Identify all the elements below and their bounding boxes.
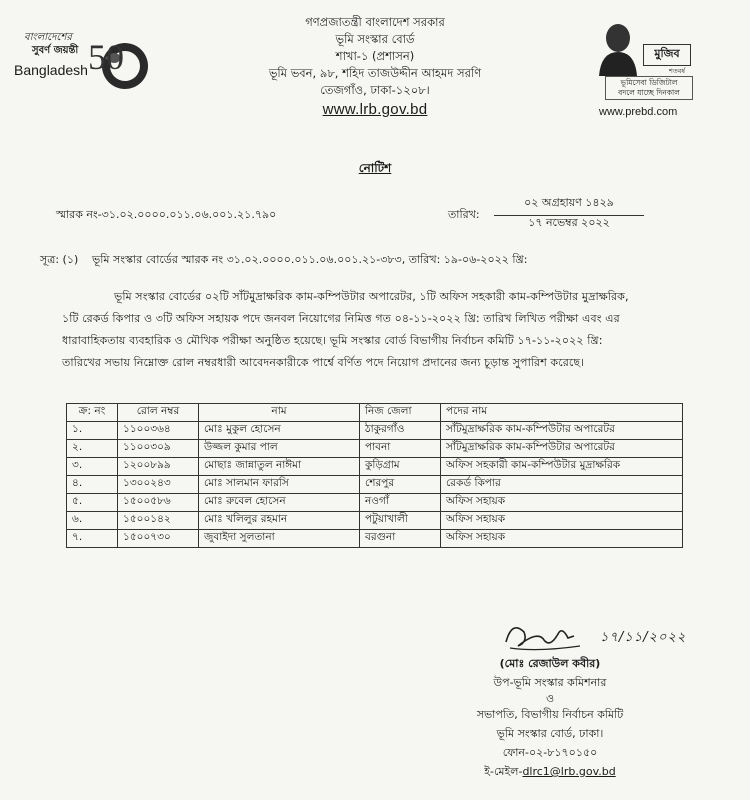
cell-roll: ১৫০০৭৩০ bbox=[118, 530, 199, 548]
cell-post: অফিস সহকারী কাম-কম্পিউটার মুদ্রাক্ষরিক bbox=[441, 458, 683, 476]
col-roll: রোল নম্বর bbox=[118, 404, 199, 422]
cell-roll: ১১০০৩০৯ bbox=[118, 440, 199, 458]
mujib-badge-sub: শতবর্ষ bbox=[669, 67, 685, 75]
signatory-title-2: সভাপতি, বিভাগীয় নির্বাচন কমিটি bbox=[476, 708, 624, 721]
body-line-3: ধারাবাহিকতায় ব্যবহারিক ও মৌখিক পরীক্ষা অনুষ্ঠিত হয়েছে। ভূমি সংস্কার বোর্ড বিভাগীয় নির্বাচন কমিটি ১৭-১১-২০২২ খ্রি: bbox=[62, 334, 603, 347]
signatory-email bbox=[440, 762, 660, 781]
signature-scribble bbox=[498, 612, 598, 658]
caption-line-1: ভূমিসেবা ডিজিটাল bbox=[620, 78, 678, 87]
table-row bbox=[67, 476, 683, 494]
cell-post: অফিস সহায়ক bbox=[441, 530, 683, 548]
cell-post: অফিস সহায়ক bbox=[441, 512, 683, 530]
logo-text-top: বাংলাদেশের bbox=[24, 32, 72, 43]
cell-name: জুবাইদা সুলতানা bbox=[199, 530, 360, 548]
body-paragraph bbox=[62, 286, 696, 374]
notice-title bbox=[0, 160, 750, 180]
body-line-2: ১টি রেকর্ড কিপার ও ৩টি অফিস সহায়ক পদে জনবল নিয়োগের নিমিত্ত গত ০৪-১১-২০২২ খ্রি: তারিখ লিখিত পরীক্ষা এবং এর bbox=[62, 312, 620, 325]
portrait-icon bbox=[595, 20, 641, 76]
cell-name: মোঃ রুবেল হোসেন bbox=[199, 494, 360, 512]
golden-jubilee-logo bbox=[10, 18, 150, 108]
cell-serial: ৬. bbox=[67, 512, 118, 530]
cell-roll: ১৩০০২৪৩ bbox=[118, 476, 199, 494]
cell-district: পাবনা bbox=[360, 440, 441, 458]
header-line-4: ভূমি ভবন, ৯৮, শহিদ তাজউদ্দীন আহমদ সরণি bbox=[268, 66, 482, 80]
cell-district: ঠাকুরগাঁও bbox=[360, 422, 441, 440]
signatory-name: (মোঃ রেজাউল কবীর) bbox=[499, 657, 601, 670]
cell-district: পটুয়াখালী bbox=[360, 512, 441, 530]
col-name: নাম bbox=[199, 404, 360, 422]
mujib-logo bbox=[585, 16, 705, 116]
signatory-and: ও bbox=[545, 692, 555, 705]
col-post: পদের নাম bbox=[441, 404, 683, 422]
signatory-block bbox=[440, 654, 660, 781]
cell-district: নওগাঁ bbox=[360, 494, 441, 512]
cell-serial: ৩. bbox=[67, 458, 118, 476]
cell-name: উজ্জল কুমার পাল bbox=[199, 440, 360, 458]
logo-country: Bangladesh bbox=[14, 62, 88, 78]
cell-roll: ১৫০০৫৮৬ bbox=[118, 494, 199, 512]
table-row bbox=[67, 422, 683, 440]
cell-name: মোঃ সালমান ফারসি bbox=[199, 476, 360, 494]
cell-serial: ৫. bbox=[67, 494, 118, 512]
reference-label: সূত্র: (১) bbox=[40, 253, 79, 266]
logo-text-mid: সুবর্ণ জয়ন্তী bbox=[32, 45, 79, 56]
cell-district: কুড়িগ্রাম bbox=[360, 458, 441, 476]
reference-text: ভূমি সংস্কার বোর্ডের স্মারক নং ৩১.০২.০০০০.০১১.০৬.০০১.২১-৩৮৩, তারিখ: ১৯-০৬-২০২২ খ্রি: bbox=[92, 253, 528, 266]
notice-title-text: নোটিশ bbox=[358, 161, 392, 175]
cell-name: মোছাঃ জান্নাতুল নাঈমা bbox=[199, 458, 360, 476]
memo-date-bangla: ০২ অগ্রহায়ণ ১৪২৯ bbox=[494, 194, 644, 216]
cell-name: মোঃ মুকুল হোসেন bbox=[199, 422, 360, 440]
cell-serial: ৭. bbox=[67, 530, 118, 548]
table-row bbox=[67, 530, 683, 548]
cell-post: অফিস সহায়ক bbox=[441, 494, 683, 512]
email-label: ই-মেইল- bbox=[484, 765, 523, 778]
table-row bbox=[67, 458, 683, 476]
body-line-1: ভূমি সংস্কার বোর্ডের ০২টি সাঁটমুদ্রাক্ষরিক কাম-কম্পিউটার অপারেটর, ১টি অফিস সহকারী কাম-কম্পিউটার মুদ্রাক্ষরিক, bbox=[114, 290, 629, 303]
signatory-office: ভূমি সংস্কার বোর্ড, ঢাকা। bbox=[496, 727, 604, 740]
memo-date-english: ১৭ নভেম্বর ২০২২ bbox=[528, 216, 610, 229]
header-line-3: শাখা-১ (প্রশাসন) bbox=[335, 49, 415, 63]
cell-roll: ১২০০৮৯৯ bbox=[118, 458, 199, 476]
table-row bbox=[67, 440, 683, 458]
table-row bbox=[67, 494, 683, 512]
cell-serial: ১. bbox=[67, 422, 118, 440]
cell-post: রেকর্ড কিপার bbox=[441, 476, 683, 494]
prebd-url[interactable]: www.prebd.com bbox=[599, 106, 678, 118]
header-url[interactable]: www.lrb.gov.bd bbox=[322, 101, 428, 118]
caption-line-2: বদলে যাচ্ছে দিনকাল bbox=[618, 88, 680, 97]
memo-date-label: তারিখ: bbox=[448, 208, 480, 221]
memo-number: স্মারক নং-৩১.০২.০০০০.০১১.০৬.০০১.২১.৭৯০ bbox=[56, 208, 277, 221]
cell-roll: ১১০০৩৬৪ bbox=[118, 422, 199, 440]
cell-district: বরগুনা bbox=[360, 530, 441, 548]
col-district: নিজ জেলা bbox=[360, 404, 441, 422]
mujib-caption bbox=[605, 76, 693, 100]
signatory-phone: ফোন-০২-৮১৭০১৫০ bbox=[502, 746, 598, 759]
logo-number: 50 bbox=[88, 37, 124, 77]
cell-serial: ৪. bbox=[67, 476, 118, 494]
cell-post: সাঁটমুদ্রাক্ষরিক কাম-কম্পিউটার অপারেটর bbox=[441, 422, 683, 440]
signature-date: ১৭/১১/২০২২ bbox=[600, 630, 687, 645]
header-line-2: ভূমি সংস্কার বোর্ড bbox=[335, 32, 415, 46]
cell-district: শেরপুর bbox=[360, 476, 441, 494]
cell-roll: ১৫০০১৪২ bbox=[118, 512, 199, 530]
cell-serial: ২. bbox=[67, 440, 118, 458]
mujib-badge: মুজিব bbox=[643, 44, 691, 66]
signatory-title-1: উপ-ভূমি সংস্কার কমিশনার bbox=[493, 676, 607, 689]
table-header-row bbox=[67, 404, 683, 422]
email-link[interactable]: dlrc1@lrb.gov.bd bbox=[522, 765, 616, 778]
govt-header bbox=[200, 14, 550, 118]
cell-post: সাঁটমুদ্রাক্ষরিক কাম-কম্পিউটার অপারেটর bbox=[441, 440, 683, 458]
cell-name: মোঃ খলিলুর রহমান bbox=[199, 512, 360, 530]
header-line-5: তেজগাঁও, ঢাকা-১২০৮। bbox=[320, 83, 430, 97]
table-row bbox=[67, 512, 683, 530]
header-line-1: গণপ্রজাতন্ত্রী বাংলাদেশ সরকার bbox=[305, 15, 445, 29]
selection-table bbox=[66, 403, 683, 548]
col-serial: ক্র: নং bbox=[67, 404, 118, 422]
body-line-4: তারিখের সভায় নিম্নোক্ত রোল নম্বরধারী আবেদনকারীকে পার্শ্বে বর্ণিত পদে নিয়োগ প্রদানের জন্য চূড়ান্ত সুপারিশ করেছে। bbox=[62, 356, 585, 369]
